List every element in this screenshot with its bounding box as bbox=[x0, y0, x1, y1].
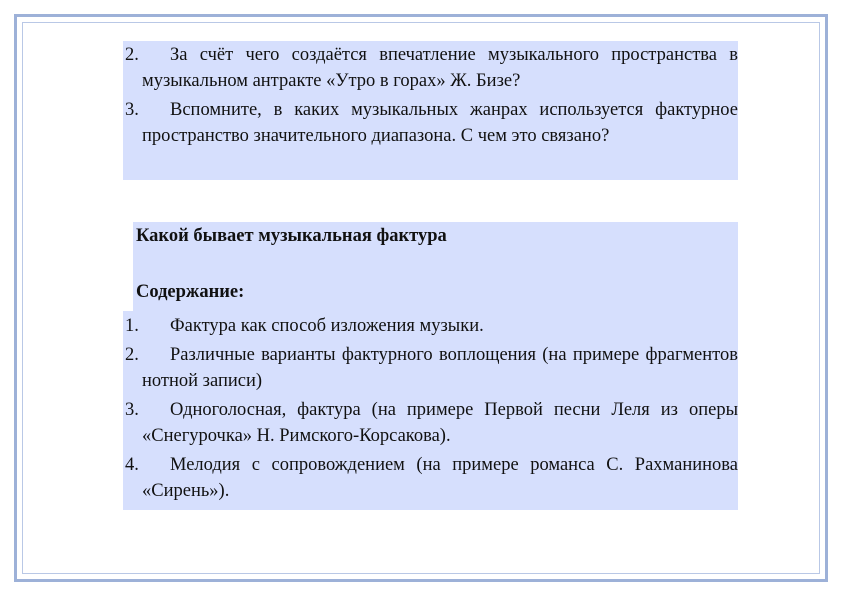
contents-number: 2. bbox=[125, 345, 139, 365]
contents-item-4 bbox=[123, 452, 738, 504]
question-text: За счёт чего создаётся впечатление музыкального пространства в музыкальном антракте «Утро в горах» Ж. Бизе? bbox=[142, 45, 738, 91]
contents-block bbox=[123, 311, 738, 510]
contents-text: Различные варианты фактурного воплощения (на примере фрагментов нотной записи) bbox=[142, 345, 738, 391]
question-text: Вспомните, в каких музыкальных жанрах используется фактурное пространство значительного диапазона. С чем это связано? bbox=[142, 100, 738, 146]
contents-item-1 bbox=[123, 313, 738, 339]
contents-number: 1. bbox=[125, 316, 139, 336]
contents-label: Содержание: bbox=[136, 282, 245, 302]
lesson-title: Какой бывает музыкальная фактура bbox=[136, 226, 447, 246]
question-item-3 bbox=[123, 97, 738, 149]
question-item-2 bbox=[123, 42, 738, 94]
lesson-header bbox=[133, 222, 738, 311]
question-number: 2. bbox=[125, 45, 139, 65]
contents-text: Мелодия с сопровождением (на примере романса С. Рахманинова «Сирень»). bbox=[142, 455, 738, 501]
question-number: 3. bbox=[125, 100, 139, 120]
contents-number: 3. bbox=[125, 400, 139, 420]
contents-number: 4. bbox=[125, 455, 139, 475]
questions-block bbox=[123, 41, 738, 180]
contents-item-3 bbox=[123, 397, 738, 449]
contents-text: Одноголосная, фактура (на примере Первой песни Леля из оперы «Снегурочка» Н. Римского-Корсакова). bbox=[142, 400, 738, 446]
contents-text: Фактура как способ изложения музыки. bbox=[170, 316, 484, 336]
contents-item-2 bbox=[123, 342, 738, 394]
